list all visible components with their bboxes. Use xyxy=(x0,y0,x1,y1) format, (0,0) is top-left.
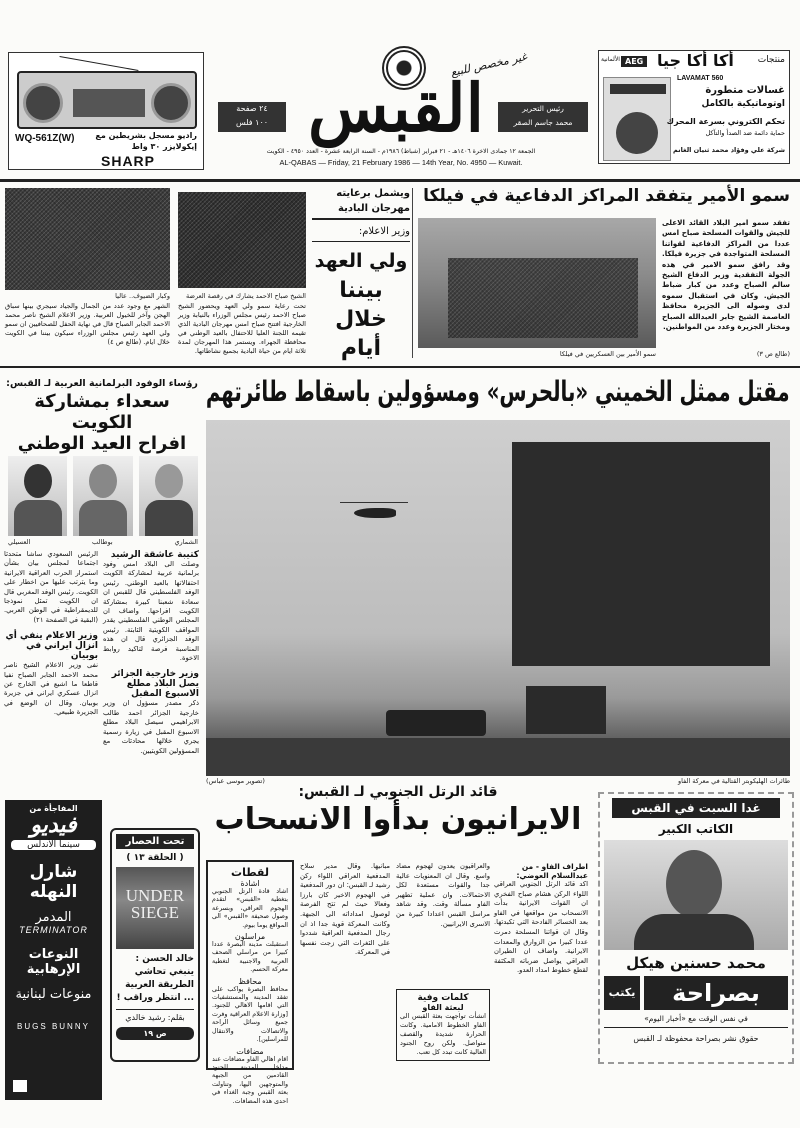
editor-name: محمد جاسم الصقر xyxy=(513,118,573,127)
words-sub: لبعثة الفاو xyxy=(422,1003,464,1013)
cinema-logo-icon xyxy=(13,1080,27,1092)
aeg-products: منتجات xyxy=(757,55,785,65)
editor-label: رئيس التحرير xyxy=(522,104,564,113)
photo-guests-caption: وكبار الضيوف.. عاليا xyxy=(115,292,170,300)
washer-panel xyxy=(610,84,666,94)
sharp-ad xyxy=(8,52,204,170)
portrait-caption xyxy=(8,538,198,546)
header-rule xyxy=(0,179,800,182)
sub1-body: نفى وزير الاعلام الشيخ ناصر محمد الاحمد الجابر الصباح نفيا قاطعا ما اشيع في الخارج عن انزال عسكري ايراني في جزيرة بوبيان. وقال ان الوضع في الجزيرة طبيعي. xyxy=(4,661,98,717)
portrait xyxy=(73,456,132,536)
heikal-name: محمد حسنين هيكل xyxy=(626,954,766,972)
cinema-line-5: المدمر xyxy=(35,910,72,925)
cinema-line-7: النوعات الإرهابية xyxy=(26,947,81,977)
aeg-ad xyxy=(598,50,790,164)
heikal-banner: غدا السبت في القبس xyxy=(612,798,780,818)
lead-caption-right: طائرات الهليكوبتر القتالية في معركة الفاو xyxy=(678,777,790,785)
words-box xyxy=(396,989,490,1061)
south-headline: الايرانيون بدأوا الانسحاب xyxy=(214,802,582,837)
siege-teaser: خالد الحسن : ينبغي تحاشي الطريقة العربية ... انتظر وراقب ! xyxy=(116,954,194,1003)
speaker-left-icon xyxy=(23,83,63,123)
heikal-kicker: الكاتب الكبير xyxy=(658,822,734,836)
book-title-2: SIEGE xyxy=(130,903,180,922)
left-text-col-2 xyxy=(103,550,199,756)
masthead xyxy=(210,40,592,178)
sharp-desc-2: إيكولايزر ٣٠ واط xyxy=(131,142,197,151)
cassette-deck xyxy=(73,89,145,117)
date-arabic: الجمعة ١٢ جمادى الاخرة ١٤٠٦هـ - ٢١ فبراير (شباط) ١٩٨٦م - السنة الرابعة عشرة - العدد ٤٩٥٠ - الكويت xyxy=(266,148,536,155)
sharp-brand: SHARP xyxy=(101,153,156,169)
aeg-brand: AEG xyxy=(621,56,647,67)
portrait xyxy=(8,456,67,536)
radio-illustration xyxy=(17,71,197,129)
editor-box xyxy=(498,102,588,132)
cinema-line-3: سينما الأندلس xyxy=(11,840,96,850)
snippet-body: اشاد قادة الرتل الجنوبي بتغطية «القبس» لتقدم الهجوم العراقي، وبسرعة وصول صحيفة «القبس» الى المواقع يوما بيوم. xyxy=(212,888,288,929)
siege-author: بقلم: رشيد خالدي xyxy=(116,1009,194,1022)
ground-strip xyxy=(206,738,790,776)
south-body-3: والعراقيون يعدون لهجوم مضاد واسع. وقال ان المعنويات عالية جدا والقوات مستعدة لكل الاحتمالات. وان عملية تطهير الفاو مسألة وقت. وقد شاهد مراسل القبس اعدادا كبيرة من الاسرى الايرانيين. xyxy=(396,862,490,928)
aeg-name: أكا أكا جيا xyxy=(657,51,734,70)
sub1-title: وزير الاعلام ينفي أي انزال ايراني في بوبيان xyxy=(5,631,98,662)
festival-kicker: ويشمل برعايته xyxy=(336,188,410,199)
south-body-1: اكد قائد الرتل الجنوبي العراقي اللواء الركن هشام صباح الفخري ان القوات الايرانية بدأت الانسحاب من مواقعها في الفاو بعد الخسائر الفادحة التي تكبدتها. وقال ان قواتنا المسلحة دمرت عددا كبيرا من الزوارق والمعدات الايرانية. واضاف ان الطيران العراقي يواصل ضرباته المكثفة لقطع خطوط امداد العدو. xyxy=(494,880,588,975)
sharp-desc-1: راديو مسجل بشريطين مع xyxy=(95,131,197,140)
left-text-col-1 xyxy=(4,550,98,718)
sharp-model: WQ-561Z(W) xyxy=(15,133,75,144)
sub2-title: وزير خارجية الجزائر يصل البلاد مطلع الاسبوع المقبل xyxy=(111,669,199,700)
speaker-right-icon xyxy=(151,83,191,123)
aeg-agent: شركة علي وفؤاد محمد ثنيان الغانم xyxy=(673,146,785,154)
portrait-suit xyxy=(145,500,193,536)
cinema-line-6: TERMINATOR xyxy=(19,925,88,935)
snippet-title: مراسلون xyxy=(234,932,266,942)
aeg-line-4: حماية دائمة ضد الصدأ والتآكل xyxy=(705,129,785,137)
snippet-title: محافظ xyxy=(238,976,262,986)
cinema-ad xyxy=(5,800,102,1100)
dark-panel xyxy=(512,442,770,666)
section-rule xyxy=(0,366,800,368)
minister-kicker: وزير الاعلام: xyxy=(312,226,410,242)
portrait-name: العسيلي xyxy=(8,538,31,546)
heikal-photo xyxy=(604,840,788,950)
emir-continue: (طالع ص ٣) xyxy=(756,350,790,358)
photo-guests xyxy=(5,188,170,290)
south-col-right xyxy=(494,862,588,976)
festival-block xyxy=(312,188,410,361)
south-kicker: قائد الرتل الجنوبي لـ القبس: xyxy=(298,784,498,800)
newspaper-title: القبس xyxy=(308,69,484,147)
heikal-writes: يكتب xyxy=(604,976,640,1010)
festival-title: مهرجان البادية xyxy=(312,203,410,220)
heikal-suit xyxy=(634,914,754,950)
emir-headline: سمو الأمير يتفقد المراكز الدفاعية في فيلكا xyxy=(423,186,790,206)
radio-antenna xyxy=(60,56,139,71)
heikal-rights: حقوق نشر بصراحة محفوظة لـ القبس xyxy=(633,1034,759,1043)
sub2-body: ذكر مصدر مسؤول ان وزير خارجية الجزائر احمد طالب الابراهيمي سيصل البلاد مطلع الاسبوع المقبل في زيارة رسمية يجري خلالها محادثات مع المسؤولين الكويتيين. xyxy=(103,699,199,755)
portrait-suit xyxy=(79,500,127,536)
cinema-line-4: شارل النهله xyxy=(29,862,78,902)
photo-emir-failaka xyxy=(418,218,656,348)
south-col-mid xyxy=(396,862,490,1061)
crown-headline-4: أيام xyxy=(340,336,382,361)
col1-title: كتيبة عاشقة الرشيد xyxy=(110,550,199,560)
date-english: AL-QABAS — Friday, 21 February 1986 — 14th Year, No. 4950 — Kuwait. xyxy=(279,158,523,167)
heikal-title-row xyxy=(604,976,788,1010)
festival-body: تحت رعاية سمو ولي العهد ويحضور الشيخ صباح الاحمد رئيس مجلس الوزراء بالنيابة وزير الخارجية افتتح صباح امس مهرجان البادية الذي تقيمه اللجنة العليا للاحتفال بالعيد الوطني في محافظة الجهراء. ويستمر هذا المهرجان لمدة ثلاثة ايام من حياة البادية بجميع نشاطاتها. xyxy=(178,302,306,355)
south-body-2: مبانيها. وقال مدير سلاح المدفعية العراقي اللواء ركن رشيد لـ القبس: ان دور المدفعية في الهجوم الاخير كان بارزا وفعالا حيث لم تتح الفرصة لوصول امداداته الى الجبهة. وكانت المعركة قوية جدا اذ ان رجال المدفعية العراقية شددوا على الثغرات التي زجت نفسها في المعركة. xyxy=(299,862,390,957)
snippet-title: مضافات xyxy=(236,1046,264,1056)
portraits xyxy=(8,456,198,536)
words-title: كلمات وفية xyxy=(417,993,469,1004)
aeg-line-2: اوتوماتيكية بالكامل xyxy=(701,99,785,109)
siege-box xyxy=(110,828,200,1062)
truck-icon xyxy=(526,686,606,734)
portrait-head xyxy=(155,464,183,498)
photo-ardha-caption: الشيخ صباح الاحمد يشارك في رقصة العرضة xyxy=(186,292,306,300)
portrait xyxy=(139,456,198,536)
book-cover xyxy=(116,867,194,949)
snippet-body: استقبلت مدينة البصرة عددا كبيرا من مراسلي الصحف العربية والاجنبية لتغطية معركة الحسم. xyxy=(212,941,288,974)
washer-door-icon xyxy=(616,112,658,154)
siege-episode: ( الحلقة ١٣ ) xyxy=(126,853,184,863)
emir-body: تفقد سمو امير البلاد القائد الاعلى للجيش والقوات المسلحة صباح امس عددا من المراكز الدفاعية لقواتنا المسلحة المتواجدة في جزيرة فيلكا. وقد رافق سمو الامير في هذه الجولة التفقدية وزير الدفاع الشيخ سالم الصباح وعدد من كبار ضباط الجيش. وكان في استقبال سموه لدى وصوله الى الجزيرة محافظ العاصمة الشيخ جابر العبدالله الصباح ومختار الجزيرة وعدد من المواطنين. xyxy=(662,218,790,332)
heikal-note: في نفس الوقت مع «أخبار اليوم» xyxy=(604,1014,788,1028)
lead-headline-wrap xyxy=(206,372,790,416)
photo-emir-caption: سمو الأمير بين العسكريين في فيلكا xyxy=(559,350,656,358)
heikal-box xyxy=(598,792,794,1064)
helicopter-icon xyxy=(354,508,396,518)
aeg-line-1: غسالات متطورة xyxy=(705,85,785,96)
south-byline: اطراف الفاو - من عبدالسلام العوضي: xyxy=(516,862,588,880)
page-count: ٢٤ صفحة xyxy=(236,104,268,113)
snippets-box xyxy=(206,860,294,1105)
snippets-sub: اشادة xyxy=(240,879,260,888)
parliament-kicker: رؤساء الوفود البرلمانية العربية لـ القبس: xyxy=(6,378,198,389)
column-divider xyxy=(412,188,413,358)
cinema-line-8: منوعات لبنانية xyxy=(15,987,92,1002)
crown-headline-2: بيننا xyxy=(339,278,383,303)
tank-icon xyxy=(386,710,486,736)
aeg-line-3: تحكم الكتروني بسرعة المحرك xyxy=(666,117,785,126)
siege-title: تحت الحصار xyxy=(116,834,194,849)
portrait-name: الشماري xyxy=(174,538,198,546)
price-box xyxy=(218,102,286,132)
parliament-headline-1: سعداء بمشاركة الكويت xyxy=(34,391,170,433)
snippets-title: لقطات xyxy=(231,866,269,879)
south-column-story xyxy=(206,784,590,840)
cinema-line-9: BUGS BUNNY xyxy=(17,1022,90,1031)
book-title-1: UNDER xyxy=(125,886,185,905)
photo-ardha-dance xyxy=(178,192,306,288)
snippet-body: اقام اهالي الفاو مضافات عند مداخل المدينة للجنود القادمين من الجبهة والمتوجهين اليها، وتناولت بعثة القبس وجبة الغداء في احدى هذه المضافات. xyxy=(212,1055,288,1105)
portrait-suit xyxy=(14,500,62,536)
crown-headline-3: خلال xyxy=(335,307,387,332)
washing-machine-image xyxy=(603,77,671,161)
cinema-line-2: فيديو xyxy=(30,813,77,838)
minister-body: الشهر مع وجود عدد من الجمال والجياد سيجري بينها سباق الهجن وآخر للخيول العربية. وزير الاعلام الشيخ ناصر محمد الاحمد الجابر الصباح قال في نهاية الحفل للصحافيين ان سمو ولي العهد رئيس مجلس الوزراء سيكون بيننا في الكويت خلال ايام. (طالع ص ٤) xyxy=(5,302,170,346)
aeg-model: LAVAMAT 560 xyxy=(677,75,724,82)
not-for-sale: غير مخصص للبيع xyxy=(449,50,529,79)
siege-page: ص ١٩ xyxy=(116,1027,194,1040)
lead-caption-left: (تصوير موسى عباس) xyxy=(206,777,265,785)
portrait-name: بوطالب xyxy=(92,538,113,546)
words-body: انشأت تواجهت بعثة القبس الى الفاو الخطوط الامامية. وكانت الحرارة شديدة والقصف متواصل. ولكن روح الجنود العالية كانت تبدد كل تعب. xyxy=(400,1012,486,1057)
lead-headline: مقتل ممثل الخميني «بالحرس» ومسؤولين باسقاط طائرتهم xyxy=(206,375,790,408)
parliament-headline-2: افراح العيد الوطني xyxy=(17,433,187,454)
soldiers-group xyxy=(448,258,638,338)
price: ١٠٠ فلس xyxy=(235,118,269,127)
parliament-story xyxy=(4,378,200,454)
rotor xyxy=(340,502,408,503)
cinema-line-1: المفاجأة من xyxy=(29,804,78,813)
snippet-body: محافظ البصرة يواكب على تفقد المدينة والمستشفيات التي اقامها الاهالي للجنود. [وزارة الاعلام العراقية وفرت جميع وسائل الراحة والاتصالات والانتقال للمراسلين]. xyxy=(212,985,288,1044)
col2-body: الرئيس السعودي ساشا متحدثا اجتماعا لمجلس بيان بشأن استمرار الحرب العراقية الايرانية وما يترتب عليها من اخطار على الكويت. رئيس الوفد المغربي قال ان الكويت تمثل نموذجا للديمقراطية في الوطن العربي. (البقية في الصفحة ٢١) xyxy=(4,550,98,624)
lead-photo xyxy=(206,420,790,776)
col1-body: وصلت الى البلاد امس وفود برلمانية عربية لمشاركة الكويت احتفالاتها بالعيد الوطني. رئيس الوفد الفلسطيني قال للقبس ان سعادة شعبنا كبيرة بمشاركة الكويت افراحها. واضاف ان المجلس الوطني الفلسطيني يقدر المواقف الكويتية الثابتة. رئيس الوفد الجزائري قال ان هذه المناسبة فرصة لتاكيد روابط الاخوة. xyxy=(103,560,199,663)
heikal-head xyxy=(666,850,722,918)
aeg-german: الألمانية xyxy=(601,56,620,63)
heikal-title: بصراحة xyxy=(644,976,788,1010)
portrait-head xyxy=(89,464,117,498)
portrait-head xyxy=(24,464,52,498)
crown-headline-1: ولي العهد xyxy=(314,250,408,272)
